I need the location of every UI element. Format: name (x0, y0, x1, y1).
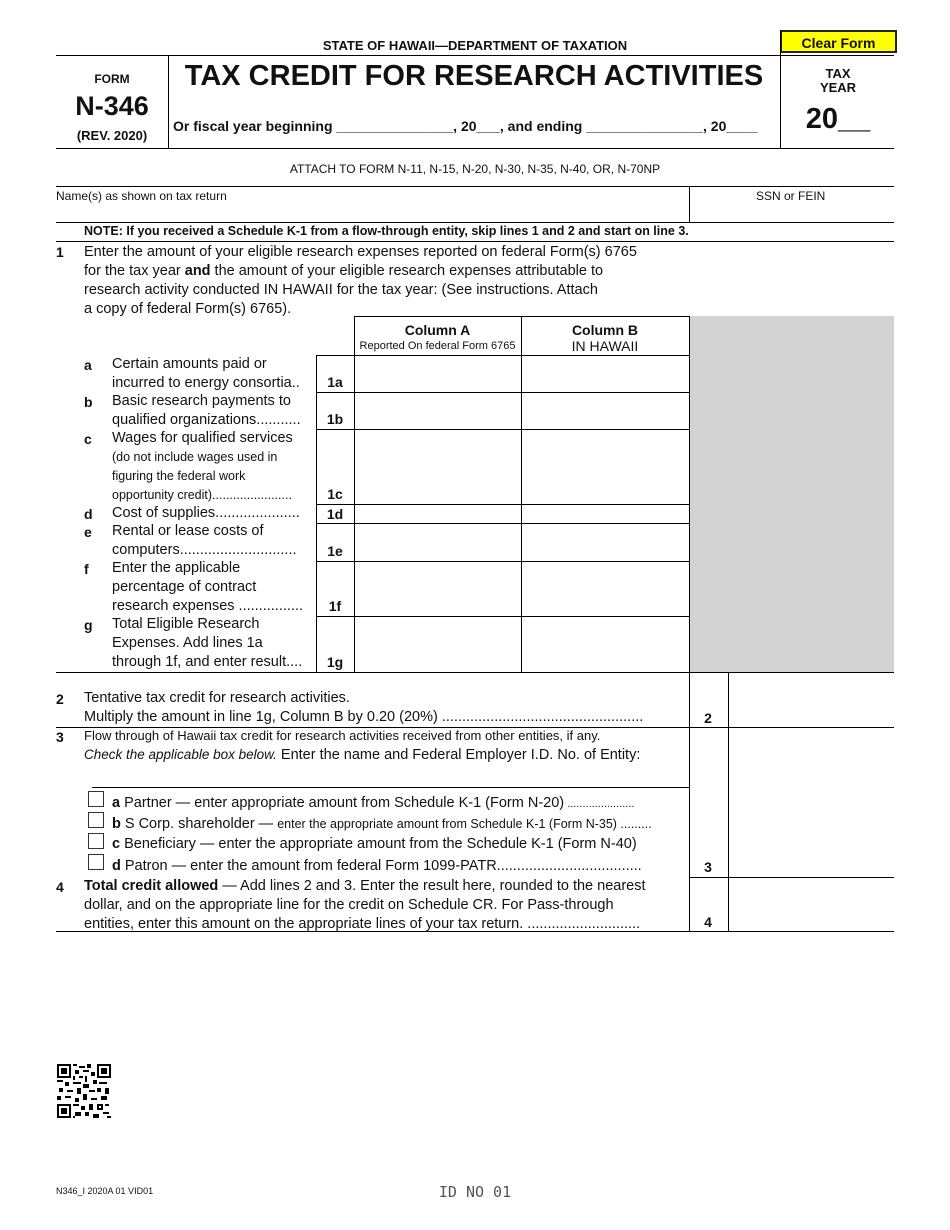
column-a-subtitle: Reported On federal Form 6765 (359, 340, 516, 352)
header-bottom-rule (56, 148, 894, 149)
line1d-column-a-input[interactable] (355, 505, 520, 522)
tax-year-label (782, 67, 894, 95)
line3a-option (112, 794, 634, 814)
form-title: TAX CREDIT FOR RESEARCH ACTIVITIES (184, 60, 764, 92)
line1g-column-b-input[interactable] (522, 617, 688, 671)
line3c-checkbox[interactable] (88, 833, 104, 849)
line3-text-2 (84, 745, 640, 765)
line3d-checkbox[interactable] (88, 854, 104, 870)
column-header-top-rule (354, 316, 690, 317)
note-bottom-rule (56, 241, 894, 242)
line1b-text-2: qualified organizations........... (112, 412, 301, 428)
line1f-text-3: research expenses ................ (112, 598, 303, 614)
line3a-letter: a (112, 795, 121, 811)
line3-box-bottom-rule (689, 877, 894, 878)
name-input[interactable] (56, 203, 686, 221)
fiscal-year-line: Or fiscal year beginning _______________, 20___, and ending _______________, 20____ (173, 118, 758, 134)
line4-bold-text: Total credit allowed (84, 878, 219, 894)
line2-label (84, 689, 643, 727)
shaded-area (690, 316, 894, 672)
line1e-letter: e (84, 524, 92, 540)
line1b-text-1: Basic research payments to (112, 393, 291, 409)
line3d-text: Patron — enter the amount from federal Form 1099-PATR.................................... (120, 858, 642, 874)
line1c-text-2: (do not include wages used in (112, 450, 278, 464)
header-top-rule (56, 55, 780, 56)
line1-text-2b: and (184, 263, 211, 279)
line4-text-3: entities, enter this amount on the appropriate lines of your tax return. ............................ (84, 916, 641, 932)
entity-name-underline (92, 787, 689, 788)
tax-year-value: 20__ (805, 103, 871, 135)
line1e-column-b-input[interactable] (522, 524, 688, 560)
line3b-text: S Corp. shareholder — (120, 816, 278, 832)
line2-text-2: Multiply the amount in line 1g, Column B by 0.20 (20%) .................................................. (84, 709, 644, 725)
line1-instructions (84, 243, 637, 319)
line1e-text-2: computers............................. (112, 542, 297, 558)
line1b-letter: b (84, 394, 93, 410)
line1e-column-a-input[interactable] (355, 524, 520, 560)
line3c-option (112, 835, 637, 854)
line3-text-1: Flow through of Hawaii tax credit for research activities received from other entities, if any. (84, 728, 601, 743)
form-word: FORM (94, 72, 130, 86)
name-row-bottom-rule (56, 222, 894, 223)
amount-box-divider (728, 672, 729, 931)
line1a-column-a-input[interactable] (355, 356, 520, 391)
line1c-column-a-input[interactable] (355, 430, 520, 503)
line3b-letter: b (112, 816, 121, 832)
line4-amount-input[interactable] (730, 879, 893, 930)
line1g-column-a-input[interactable] (355, 617, 520, 671)
line1c-text-4: opportunity credit)....................... (112, 488, 292, 502)
line3-number: 3 (56, 729, 64, 745)
skip-note: NOTE: If you received a Schedule K-1 from a flow-through entity, skip lines 1 and 2 and start on line 3. (84, 224, 689, 238)
line1-text-4: a copy of federal Form(s) 6765). (84, 301, 292, 317)
line1f-label (112, 559, 303, 616)
line1-text-3: research activity conducted IN HAWAII for the tax year: (See instructions. Attach (84, 282, 598, 298)
line1f-letter: f (84, 561, 89, 577)
id-number: ID NO 01 (438, 1183, 512, 1201)
line1f-text-1: Enter the applicable (112, 560, 241, 576)
line3c-letter: c (112, 836, 121, 852)
line1b-label (112, 392, 301, 430)
grid-col-b-right (689, 316, 690, 672)
line4-rest-text: — Add lines 2 and 3. Enter the result here, rounded to the nearest (218, 878, 646, 894)
department-heading: STATE OF HAWAII—DEPARTMENT OF TAXATION (322, 38, 628, 53)
line1c-column-b-input[interactable] (522, 430, 688, 503)
line1g-text-3: through 1f, and enter result.... (112, 654, 303, 670)
line3a-text: Partner — enter appropriate amount from Schedule K-1 (Form N-20) (120, 795, 565, 811)
name-label: Name(s) as shown on tax return (56, 189, 227, 203)
line1e-box-label: 1e (327, 543, 343, 559)
line1a-text-1: Certain amounts paid or (112, 356, 267, 372)
clear-form-button[interactable]: Clear Form (780, 30, 897, 53)
line1d-box-label: 1d (326, 506, 344, 522)
line1-text-2 (84, 262, 637, 281)
grid-rule-1g (56, 672, 894, 673)
form-revision: (REV. 2020) (76, 128, 148, 143)
line4-text-1 (84, 877, 646, 896)
line2-box-label: 2 (704, 710, 712, 726)
line1a-letter: a (84, 357, 92, 373)
attach-instruction: ATTACH TO FORM N-11, N-15, N-20, N-30, N-35, N-40, OR, N-70NP (289, 162, 661, 176)
header-top-rule-right (780, 55, 894, 56)
line1c-letter: c (84, 431, 92, 447)
line3-check-instruction: Check the applicable box below. (84, 747, 277, 762)
column-b-subtitle: IN HAWAII (571, 338, 639, 354)
column-a-title: Column A (404, 322, 471, 338)
line1a-text-2: incurred to energy consortia.. (112, 375, 300, 391)
line1c-text-1: Wages for qualified services (112, 430, 293, 446)
line1b-column-b-input[interactable] (522, 393, 688, 428)
tax-year-label-1: TAX (825, 66, 851, 81)
header-divider-right (780, 30, 781, 149)
line2-number: 2 (56, 691, 64, 707)
form-number: N-346 (75, 91, 149, 121)
ssn-label: SSN or FEIN (756, 189, 826, 203)
qr-code (57, 1064, 111, 1118)
tax-year-label-2: YEAR (819, 80, 857, 95)
line1-text-1: Enter the amount of your eligible research expenses reported on federal Form(s) 6765 (84, 244, 637, 260)
entity-name-input[interactable] (92, 766, 687, 786)
line1g-text-2: Expenses. Add lines 1a (112, 635, 263, 651)
ssn-input[interactable] (692, 203, 892, 221)
line4-number: 4 (56, 879, 64, 895)
line1b-column-a-input[interactable] (355, 393, 520, 428)
line3a-checkbox[interactable] (88, 791, 104, 807)
line1c-box-label: 1c (327, 486, 343, 502)
line1c-text-3: figuring the federal work (112, 469, 246, 483)
line3-box-label: 3 (704, 859, 712, 875)
line1f-box-label: 1f (328, 598, 342, 614)
line3d-option (112, 857, 642, 876)
line1g-letter: g (84, 617, 93, 633)
line1c-label (112, 429, 293, 505)
name-row-divider (689, 186, 690, 222)
line1g-label (112, 615, 302, 672)
column-b-header (521, 322, 689, 354)
line1a-box-label: 1a (327, 374, 343, 390)
line1-text-2a: for the tax year (84, 263, 185, 279)
line1f-column-a-input[interactable] (355, 562, 520, 615)
line1d-letter: d (84, 506, 93, 522)
form-code: N346_I 2020A 01 VID01 (56, 1186, 154, 1196)
line1a-label (112, 355, 300, 393)
column-a-header (354, 322, 521, 354)
line3c-text: Beneficiary — enter the appropriate amount from the Schedule K-1 (Form N-40) (120, 836, 637, 852)
name-row-top-rule (56, 186, 894, 187)
line1d-column-b-input[interactable] (522, 505, 688, 522)
line1g-text-1: Total Eligible Research (112, 616, 260, 632)
line1d-label: Cost of supplies..................... (112, 505, 300, 521)
line1g-box-label: 1g (326, 654, 344, 670)
line3-entity-instruction: Enter the name and Federal Employer I.D. No. of Entity: (276, 747, 641, 763)
line1f-column-b-input[interactable] (522, 562, 688, 615)
line1-number: 1 (56, 244, 64, 260)
line3d-letter: d (112, 858, 121, 874)
line1-text-2c: the amount of your eligible research expenses attributable to (210, 263, 604, 279)
line1e-text-1: Rental or lease costs of (112, 523, 264, 539)
line1a-column-b-input[interactable] (522, 356, 688, 391)
line3-amount-input[interactable] (730, 729, 893, 876)
line4-text-2: dollar, and on the appropriate line for the credit on Schedule CR. For Pass-through (84, 897, 614, 913)
line1e-label (112, 522, 297, 560)
line3b-checkbox[interactable] (88, 812, 104, 828)
column-b-title: Column B (571, 322, 639, 338)
line4-label (84, 877, 646, 934)
line1f-text-2: percentage of contract (112, 579, 257, 595)
line1b-box-label: 1b (326, 411, 344, 427)
line2-text-1: Tentative tax credit for research activities. (84, 690, 350, 706)
line3a-dots: ...................... (564, 798, 635, 810)
line3b-small-text: enter the appropriate amount from Schedule K-1 (Form N-35) ......... (277, 817, 652, 831)
line2-amount-input[interactable] (730, 674, 893, 726)
line3b-option (112, 815, 652, 834)
line4-box-label: 4 (704, 914, 712, 930)
